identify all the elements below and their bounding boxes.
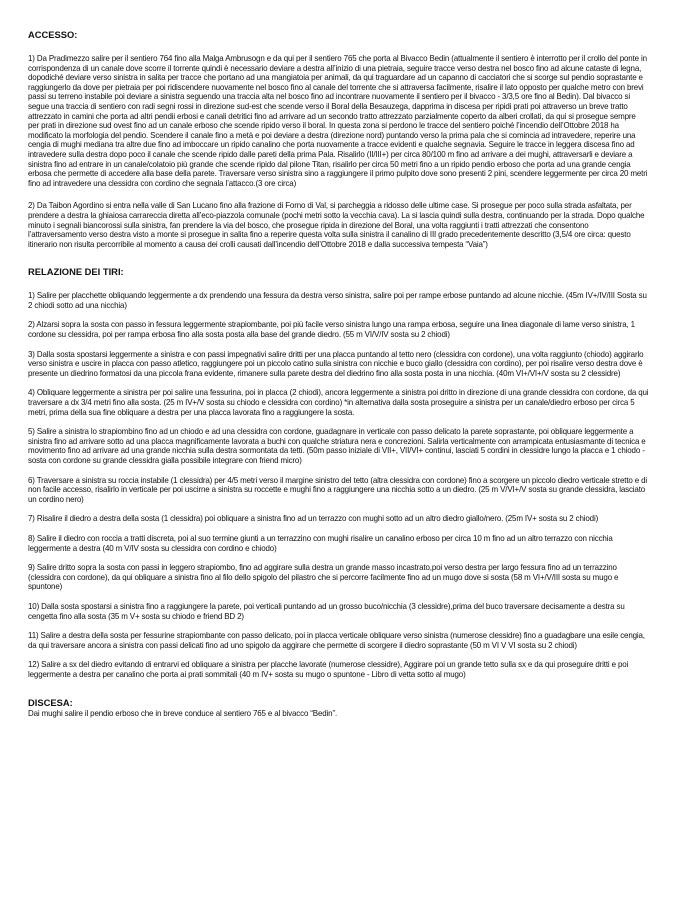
access-heading: ACCESSO: bbox=[28, 30, 78, 41]
access-paragraph-1: 1) Da Pradimezzo salire per il sentiero 764 fino alla Malga Ambrusogn e da qui per il sentiero 765 che porta al Bivacco Bedin (attualmente il sentiero è interrotto per il crollo del ponte in corrispondenza di un canale dove scorre il torrente quindi è necessario deviare a destra all’inizio di una pietraia, seguire tracce verso destra nel bosco fino ad alcune cataste di legna, dopodiché deviare verso sinistra in salita per tracce che portano ad una mangiatoia per animali, da qui traguardare ad un capanno di cacciatori che si scorge sul pendio soprastante e raggiungerlo da dove per pietraia per poi ridiscendere nuovamente nel bosco fino al canale del torrente che si attraversa facilmente, risalire il lato opposto per qualche metro con brevi passi su terreno instabile poi deviare a sinistra seguendo una traccia alta nel bosco fino ad incontrare nuovamente il sentiero per il bivacco - 3/3,5 ore fino al Bedin). Dal bivacco si segue una traccia di sentiero con radi segni rossi in direzione sud-est che scende verso il Boral della Besauzega, dapprima in discesa per ripidi prati poi attraverso un breve tratto attrezzato in camini che porta ad altri pendii erbosi e canali detritici fino ad arrivare ad un secondo tratto attrezzato parzialmente coperto da alberi crollati, da qui si prosegue sempre per prati in direzione sud ovest fino ad un canale erboso che scende ripido verso il boral. In questa zona si perdono le tracce del sentiero poiché l’incendio dell’Ottobre 2018 ha modificato la morfologia del pendio. Scendere il canale fino a metà e poi deviare a destra (direzione nord) puntando verso la prima pala che si comincia ad intravedere, reperire una cengia di mughi mediana tra altre due fino ad imboccare un ripido canalino che porta nuovamente a tracce evidenti e qualche segnavia. Seguire le tracce in leggera discesa fino ad intravedere sulla destra dopo poco il canale che scende ripido dalle pareti della prima Pala. Risalirlo (II/III+) per circa 80/100 m fino ad arrivare a dei mughi, attraversarli e deviare a sinistra fino ad entrare in un canale/colatoio più grande che scende ripido dal pilone Titan, risalirlo per circa 50 metri fino a un ripido pendio erboso che porta ad una grande cengia erbosa che permette di accedere alla base della parete. Traversare verso sinistra sino a raggiungere il primo pulpito dove sono presenti 2 pini, scendere leggermente per circa 20 metri fino ad intravedere una clessidra con cordino che segnala l’attacco.(3 ore circa) bbox=[28, 54, 648, 188]
access-paragraph-2: 2) Da Taibon Agordino si entra nella valle di San Lucano fino alla frazione di Forno di Val, si parcheggia a ridosso delle ultime case. Si prosegue per poco sulla strada asfaltata, per prendere a destra la ghiaiosa carrareccia diretta all’eco-piazzola comunale (pochi metri sotto la vecchia cava). La si lascia quindi sulla destra, continuando per la strada. Dopo qualche minuto i segnali biancorossi sulla sinistra, fan prendere la via del bosco, che prosegue ripida in direzione del Boral, una volta raggiunti i tratti attrezzati che consentono l’attraversamento verso destra visto a monte si prosegue in salita fino a reperire questa volta sulla sinistra il canalino di III grado precedentemente descritto (3,5/4 ore circa: questo itinerario non risulta percorribile al momento a causa dei crolli causati dall’incendio dell’Ottobre 2018 e dalla successiva tempesta “Vaia”) bbox=[28, 201, 645, 249]
route-document bbox=[28, 30, 649, 718]
pitch-1: 1) Salire per placchette obliquando leggermente a dx prendendo una fessura da destra verso sinistra, salire poi per rampe erbose puntando ad alcune nicchie. (45m IV+/IV/III Sosta su 2 chiodi sotto ad una nicchia) bbox=[28, 291, 647, 310]
pitch-5: 5) Salire a sinistra lo strapiombino fino ad un chiodo e ad una clessidra con cordone, guadagnare in verticale con passo delicato la parete soprastante, poi obliquare leggermente a sinistra fino ad arrivare sotto ad una placca magnificamente lavorata a buchi con qualche striatura nera e concrezioni. Salirla verticalmente con arrampicata entusiasmante di tecnica e movimento fino ad arrivare ad una grande nicchia sulla destra sormontata da tetti. (50m passo iniziale di VII+, VII/VI+ continui, lasciati 5 cordini in clessidre lungo la placca e 1 chiodo - sosta con cordone su grande clessidra gialla possibile integrare con friend micro) bbox=[28, 427, 646, 465]
pitch-8: 8) Salire il diedro con roccia a tratti discreta, poi al suo termine giunti a un terrazzino con mughi risalire un canalino erboso per circa 10 m fino ad un altro terrazzo con nicchia leggermente a destra (40 m V/IV sosta su clessidra con cordino e chiodo) bbox=[28, 533, 613, 553]
pitch-12: 12) Salire a sx del diedro evitando di entrarvi ed obliquare a sinistra per placche lavorate (numerose clessidre), Aggirare poi un grande tetto sulla sx e da qui proseguire dritti e poi leggermente a destra per canalino che porta ai prati sommitali (40 m IV+ sosta su mugo o spuntone - Libro di vetta sotto al mugo) bbox=[28, 660, 629, 679]
pitch-10: 10) Dalla sosta spostarsi a sinistra fino a raggiungere la parete, poi verticali puntando ad un grosso buco/nicchia (3 clessidre),prima del buco traversare decisamente a destra su cengetta fino alla sosta (35 m V+ sosta su chiodo e friend BD 2) bbox=[28, 601, 625, 621]
pitch-9: 9) Salire dritto sopra la sosta con passi in leggero strapiombo, fino ad aggirare sulla destra un grande masso incastrato,poi verso destra per largo fessura fino ad un terrazzino (clessidra con cordone), da qui obliquare a sinistra fino al filo dello spigolo del pilastro che si percorre facilmente fino ad un mugo dove si sosta (58 m VI+/V/III sosta su mugo e spuntone) bbox=[28, 563, 619, 592]
pitch-11: 11) Salire a destra della sosta per fessurine strapiombante con passo delicato, poi in placca verticale obliquare verso sinistra (numerose clessidre) fino a guadagbare una esile cengia, da qui traversare ancora a sinistra con passi delicati fino ad uno spigolo da aggirare che permette di scorgere il diedro soprastante (50 m VI V VI sosta su 2 chiodi) bbox=[28, 631, 645, 650]
pitches-heading: RELAZIONE DEI TIRI: bbox=[28, 267, 124, 279]
pitch-2: 2) Alzarsi sopra la sosta con passo in fessura leggermente strapiombante, poi più facile verso sinistra lungo una rampa erbosa, seguire una linea diagonale di lame verso sinistra, 1 cordone su clessidra, poi per rampa erbosa fino alla sosta posta alla base del grande diedro. (55 m VI/V/IV sosta su 2 chiodi) bbox=[28, 320, 635, 340]
descent-text: Dai mughi salire il pendio erboso che in breve conduce al sentiero 765 e al bivacco “Bedin”. bbox=[28, 708, 338, 718]
pitch-7: 7) Risalire il diedro a destra della sosta (1 clessidra) poi obliquare a sinistra fino ad un terrazzo con mughi sotto ad un altro diedro giallo/nero. (25m IV+ sosta su 2 chiodi) bbox=[28, 514, 599, 524]
pitch-3: 3) Dalla sosta spostarsi leggermente a sinistra e con passi impegnativi salire dritti per una placca puntando al tetto nero (clessidra con cordone), una volta raggiunto (chiodo) aggirarlo verso sinistra e uscire in placca con passo atletico, raggiungere poi un piccolo catino sulla sinistra con nicchie e buco giallo (clessidra con cordino), per poi risalire verso destra dove è presente un diedrino formatosi da una piccola frana evidente, rimanere sulla parete destra del diedrino fino alla sosta posta in una nicchia. (40m VI+/VI+/V sosta su 2 clessidre) bbox=[28, 349, 644, 378]
pitch-4: 4) Obliquare leggermente a sinistra per poi salire una fessurina, poi in placca (2 chiodi), ancora leggermente a sinistra poi dritto in direzione di una grande clessidra con cordone, da qui traversare a dx 3/4 metri fino alla sosta. (25 m IV+/V sosta su chiodo e clessidra con cordino) *in alternativa dalla sosta proseguire a sinistra per un canale/diedro erboso per circa 5 metri, prima della sua fine obliquare a destra per una placca lavorata fino a raggiungere la sosta. bbox=[28, 388, 649, 417]
pitch-6: 6) Traversare a sinistra su roccia instabile (1 clessidra) per 4/5 metri verso il margine sinistro del tetto (altra clessidra con cordone) fino a scorgere un piccolo diedro verticale stretto e di non facile accesso, risalirlo in verticale per poi uscirne a sinistra su roccette e mughi fino a raggiungere una nicchia sotto a un diedro. (25 m V/VI+/V sosta su grande clessidra, lasciato un cordino nero) bbox=[28, 475, 648, 504]
descent-heading: DISCESA: bbox=[28, 697, 73, 709]
